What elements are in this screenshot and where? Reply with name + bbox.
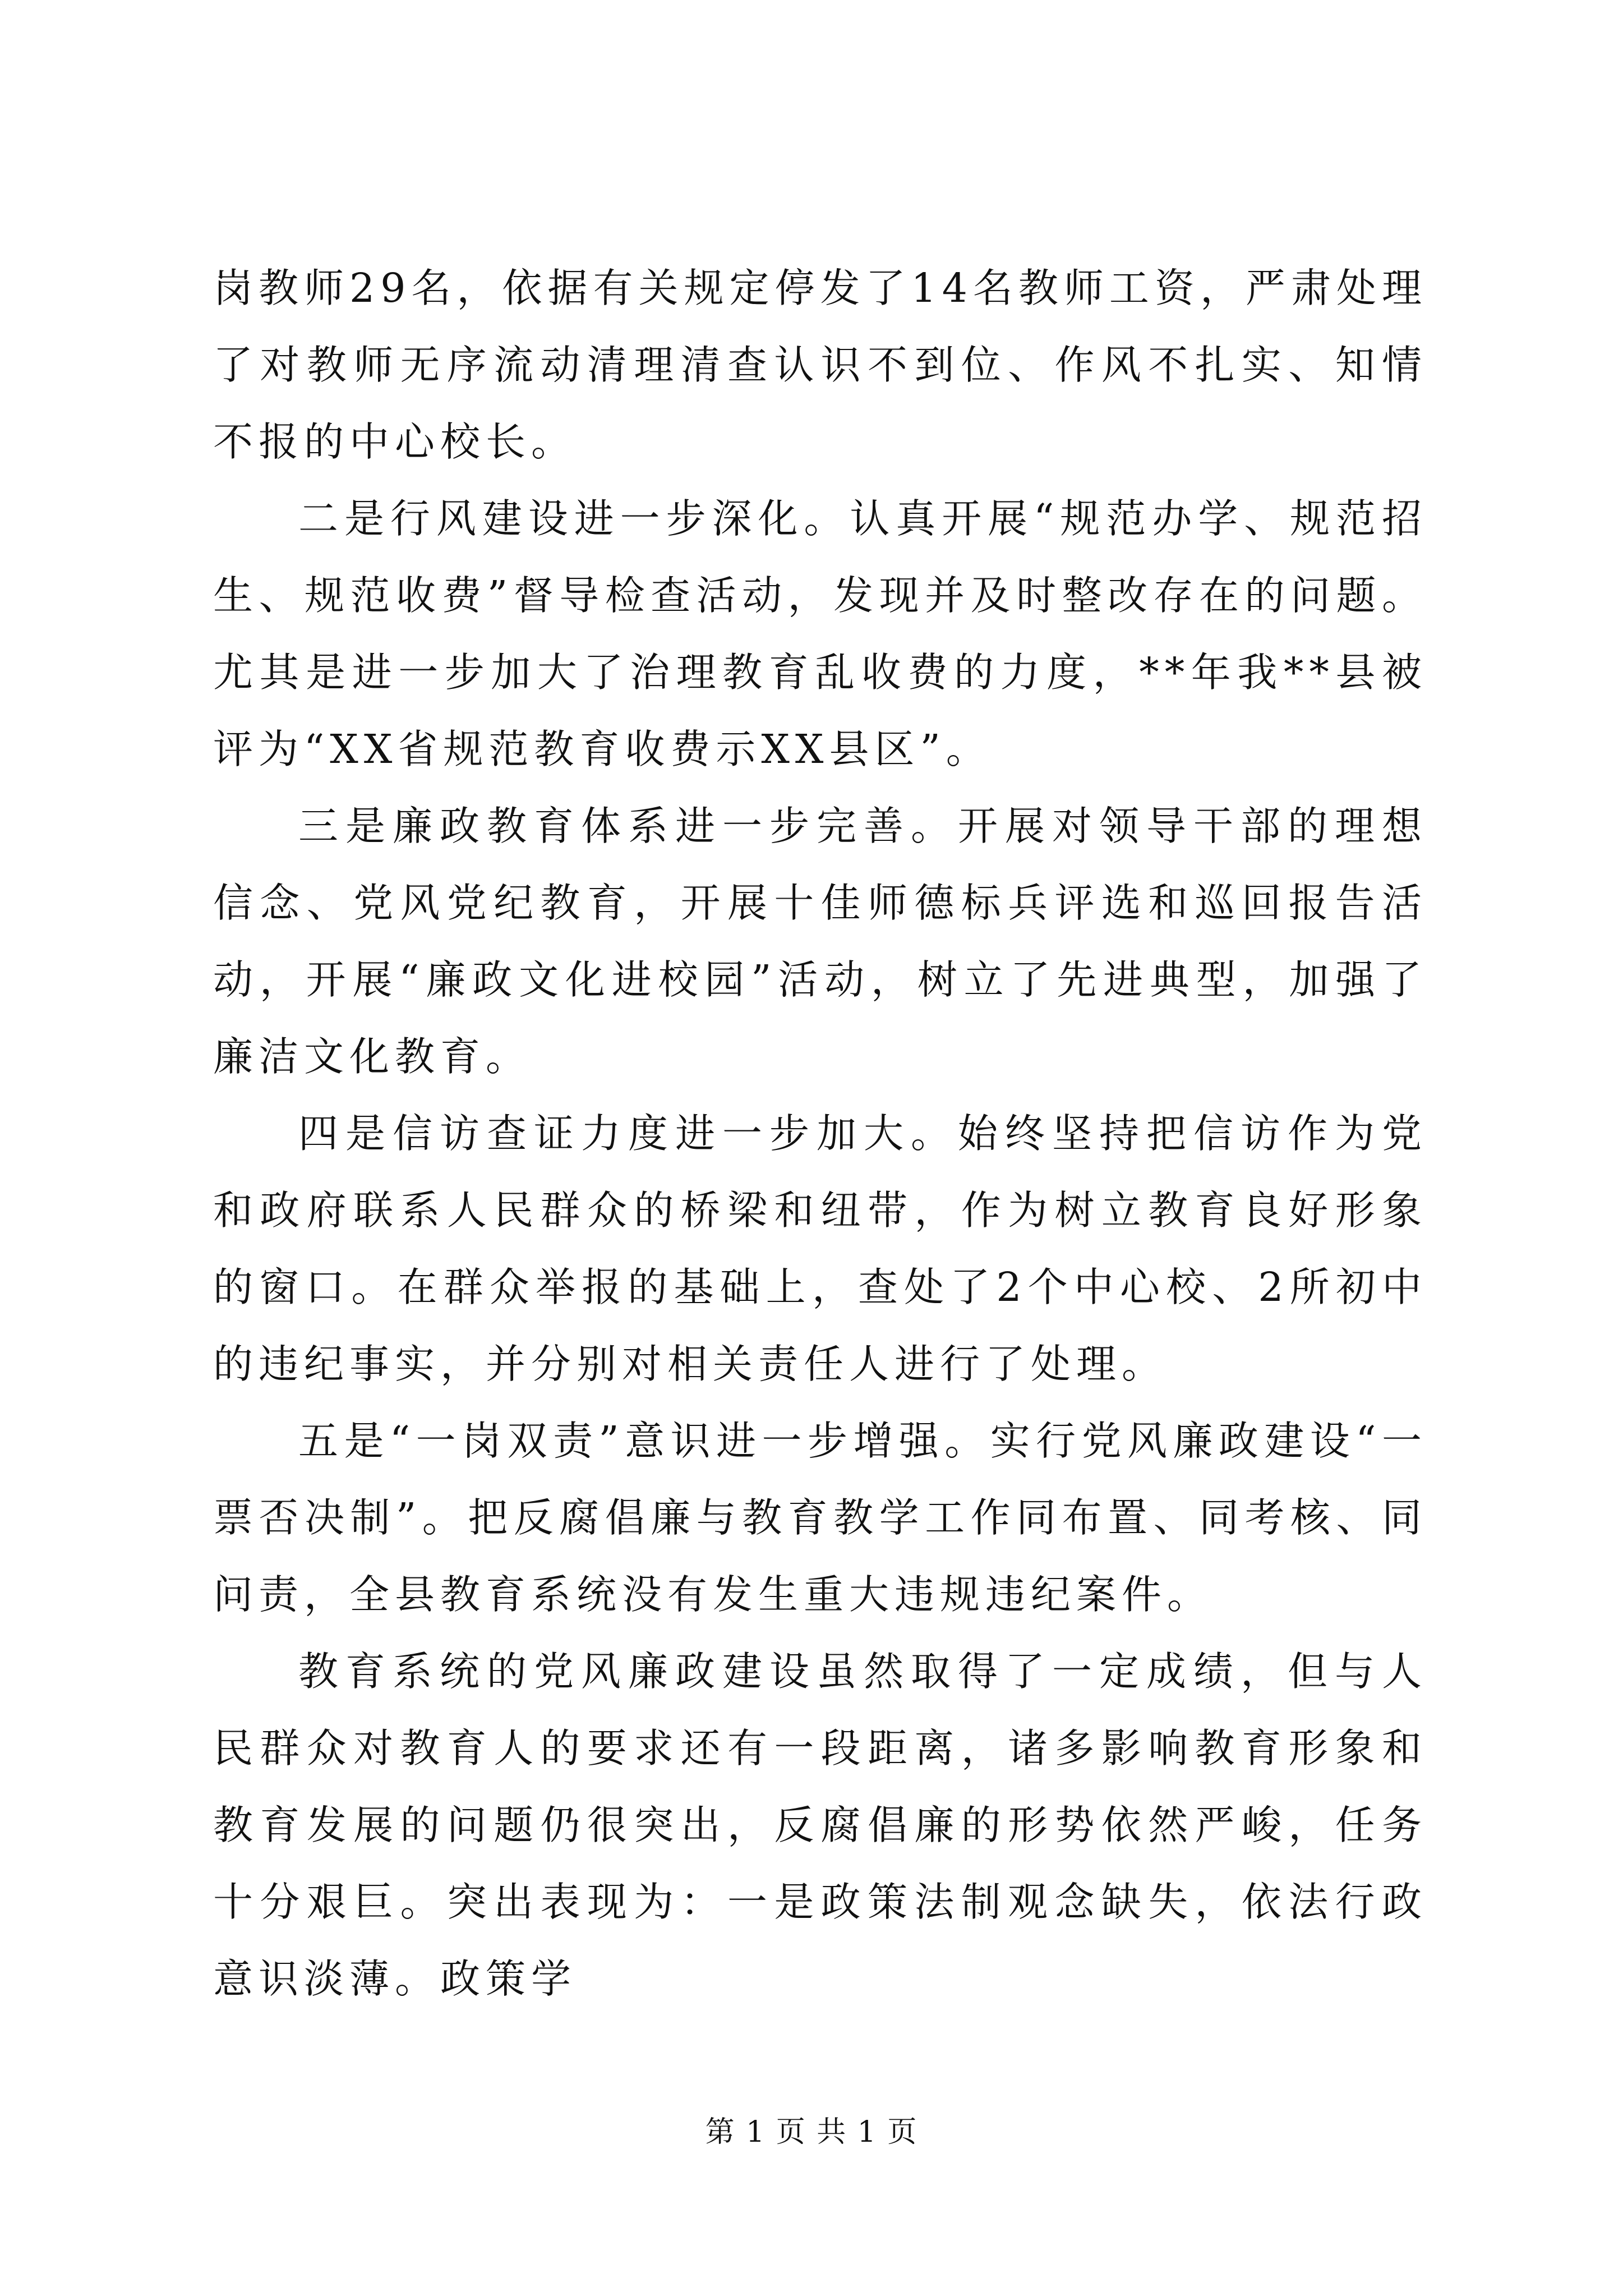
paragraph-3: 三是廉政教育体系进一步完善。开展对领导干部的理想信念、党风党纪教育，开展十佳师德标兵评选和巡回报告活动，开展“廉政文化进校园”活动，树立了先进典型，加强了廉洁文化教育。: [213, 803, 1427, 1080]
paragraph-5: 五是“一岗双责”意识进一步增强。实行党风廉政建设“一票否决制”。把反腐倡廉与教育教学工作同布置、同考核、同问责，全县教育系统没有发生重大违规违纪案件。: [213, 1418, 1427, 1618]
paragraph-4: 四是信访查证力度进一步加大。始终坚持把信访作为党和政府联系人民群众的桥梁和纽带，作为树立教育良好形象的窗口。在群众举报的基础上，查处了2个中心校、2所初中的违纪事实，并分别对相关责任人进行了处理。: [213, 1110, 1427, 1387]
paragraph-6: 教育系统的党风廉政建设虽然取得了一定成绩，但与人民群众对教育人的要求还有一段距离，诸多影响教育形象和教育发展的问题仍很突出，反腐倡廉的形势依然严峻，任务十分艰巨。突出表现为：一是政策法制观念缺失，依法行政意识淡薄。政策学: [213, 1648, 1427, 2002]
document-body: [213, 250, 1427, 2017]
page-number-footer: 第 1 页 共 1 页: [705, 2115, 918, 2149]
paragraph-1: 岗教师29名，依据有关规定停发了14名教师工资，严肃处理了对教师无序流动清理清查认识不到位、作风不扎实、知情不报的中心校长。: [213, 265, 1427, 465]
paragraph-2: 二是行风建设进一步深化。认真开展“规范办学、规范招生、规范收费”督导检查活动，发现并及时整改存在的问题。尤其是进一步加大了治理教育乱收费的力度，**年我**县被评为“XX省规范教育收费示XX县区”。: [213, 495, 1427, 772]
